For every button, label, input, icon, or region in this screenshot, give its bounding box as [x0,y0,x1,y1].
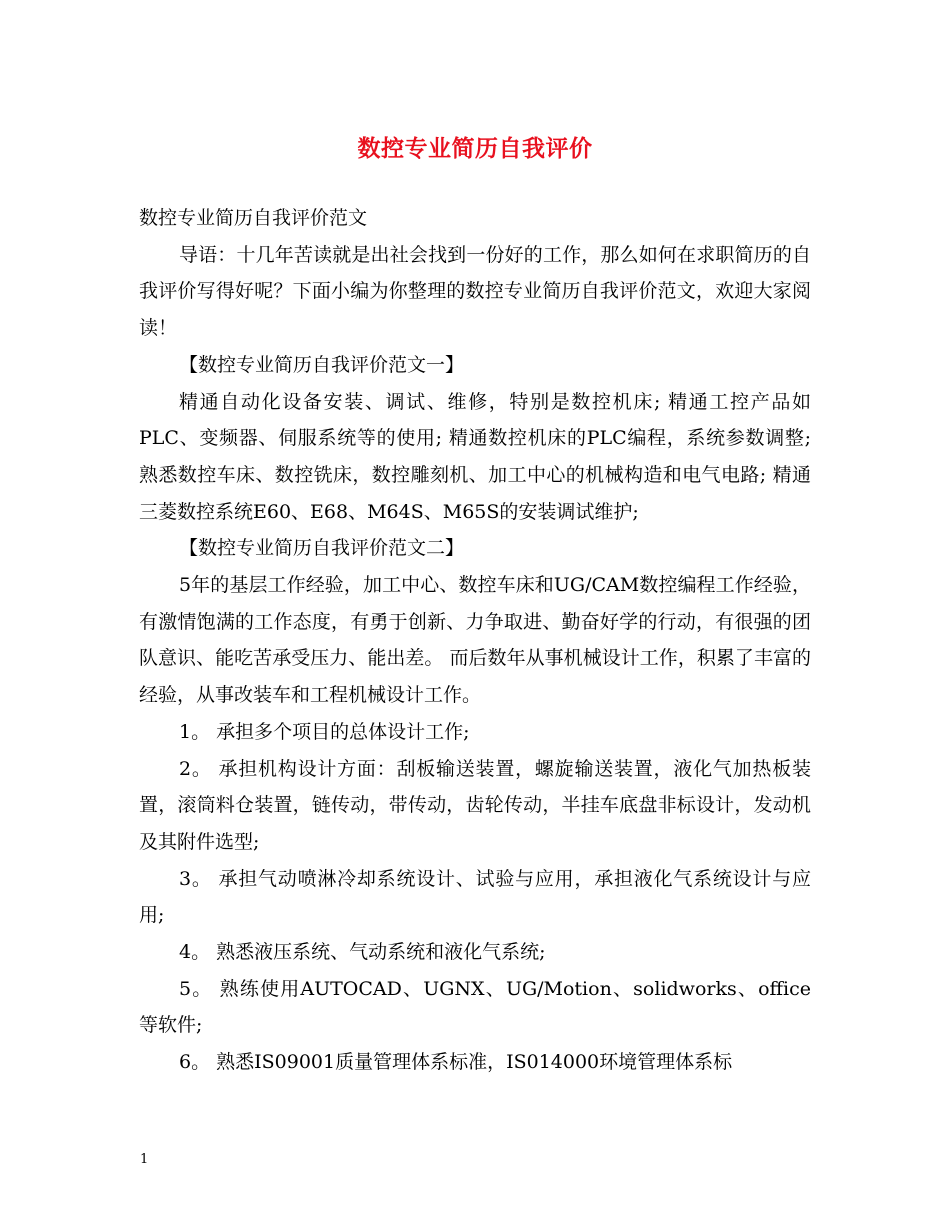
list-item: 5。 熟练使用AUTOCAD、UGNX、UG/Motion、solidworks、office等软件; [139,977,811,1037]
list-item: 4。 熟悉液压系统、气动系统和液化气系统; [179,941,546,964]
page-number: 1 [140,1152,149,1167]
paragraph-2: 5年的基层工作经验，加工中心、数控车床和UG/CAM数控编程工作经验，有激情饱满的工作态度，有勇于创新、力争取进、勤奋好学的行动，有很强的团队意识、能吃苦承受压力、能出差。 而后数年从事机械设计工作，积累了丰富的经验，从事改装车和工程机械设计工作。 [139,574,811,707]
document-body [139,200,811,1081]
list-item: 3。 承担气动喷淋冷却系统设计、试验与应用，承担液化气系统设计与应用; [139,867,811,927]
section-heading-1: 【数控专业简历自我评价范文一】 [179,353,465,376]
paragraph-1: 精通自动化设备安装、调试、维修，特别是数控机床; 精通工控产品如PLC、变频器、伺服系统等的使用; 精通数控机床的PLC编程，系统参数调整; 熟悉数控车床、数控铣床，数控雕刻机、加工中心的机械构造和电气电路; 精通三菱数控系统E60、E68、M64S、M65S的安装调试维护; [139,390,811,523]
document-title: 数控专业简历自我评价 [357,135,593,162]
list-item: 2。 承担机构设计方面：刮板输送装置，螺旋输送装置，液化气加热板装置，滚筒料仓装置，链传动，带传动，齿轮传动，半挂车底盘非标设计，发动机及其附件选型; [139,757,811,853]
list-item: 6。 熟悉IS09001质量管理体系标准，IS014000环境管理体系标 [179,1051,733,1074]
intro-paragraph: 导语：十几年苦读就是出社会找到一份好的工作，那么如何在求职简历的自我评价写得好呢？下面小编为你整理的数控专业简历自我评价范文，欢迎大家阅读！ [139,243,811,340]
list-item: 1。 承担多个项目的总体设计工作; [179,720,470,743]
section-heading-2: 【数控专业简历自我评价范文二】 [179,537,465,560]
subtitle: 数控专业简历自我评价范文 [139,207,368,229]
